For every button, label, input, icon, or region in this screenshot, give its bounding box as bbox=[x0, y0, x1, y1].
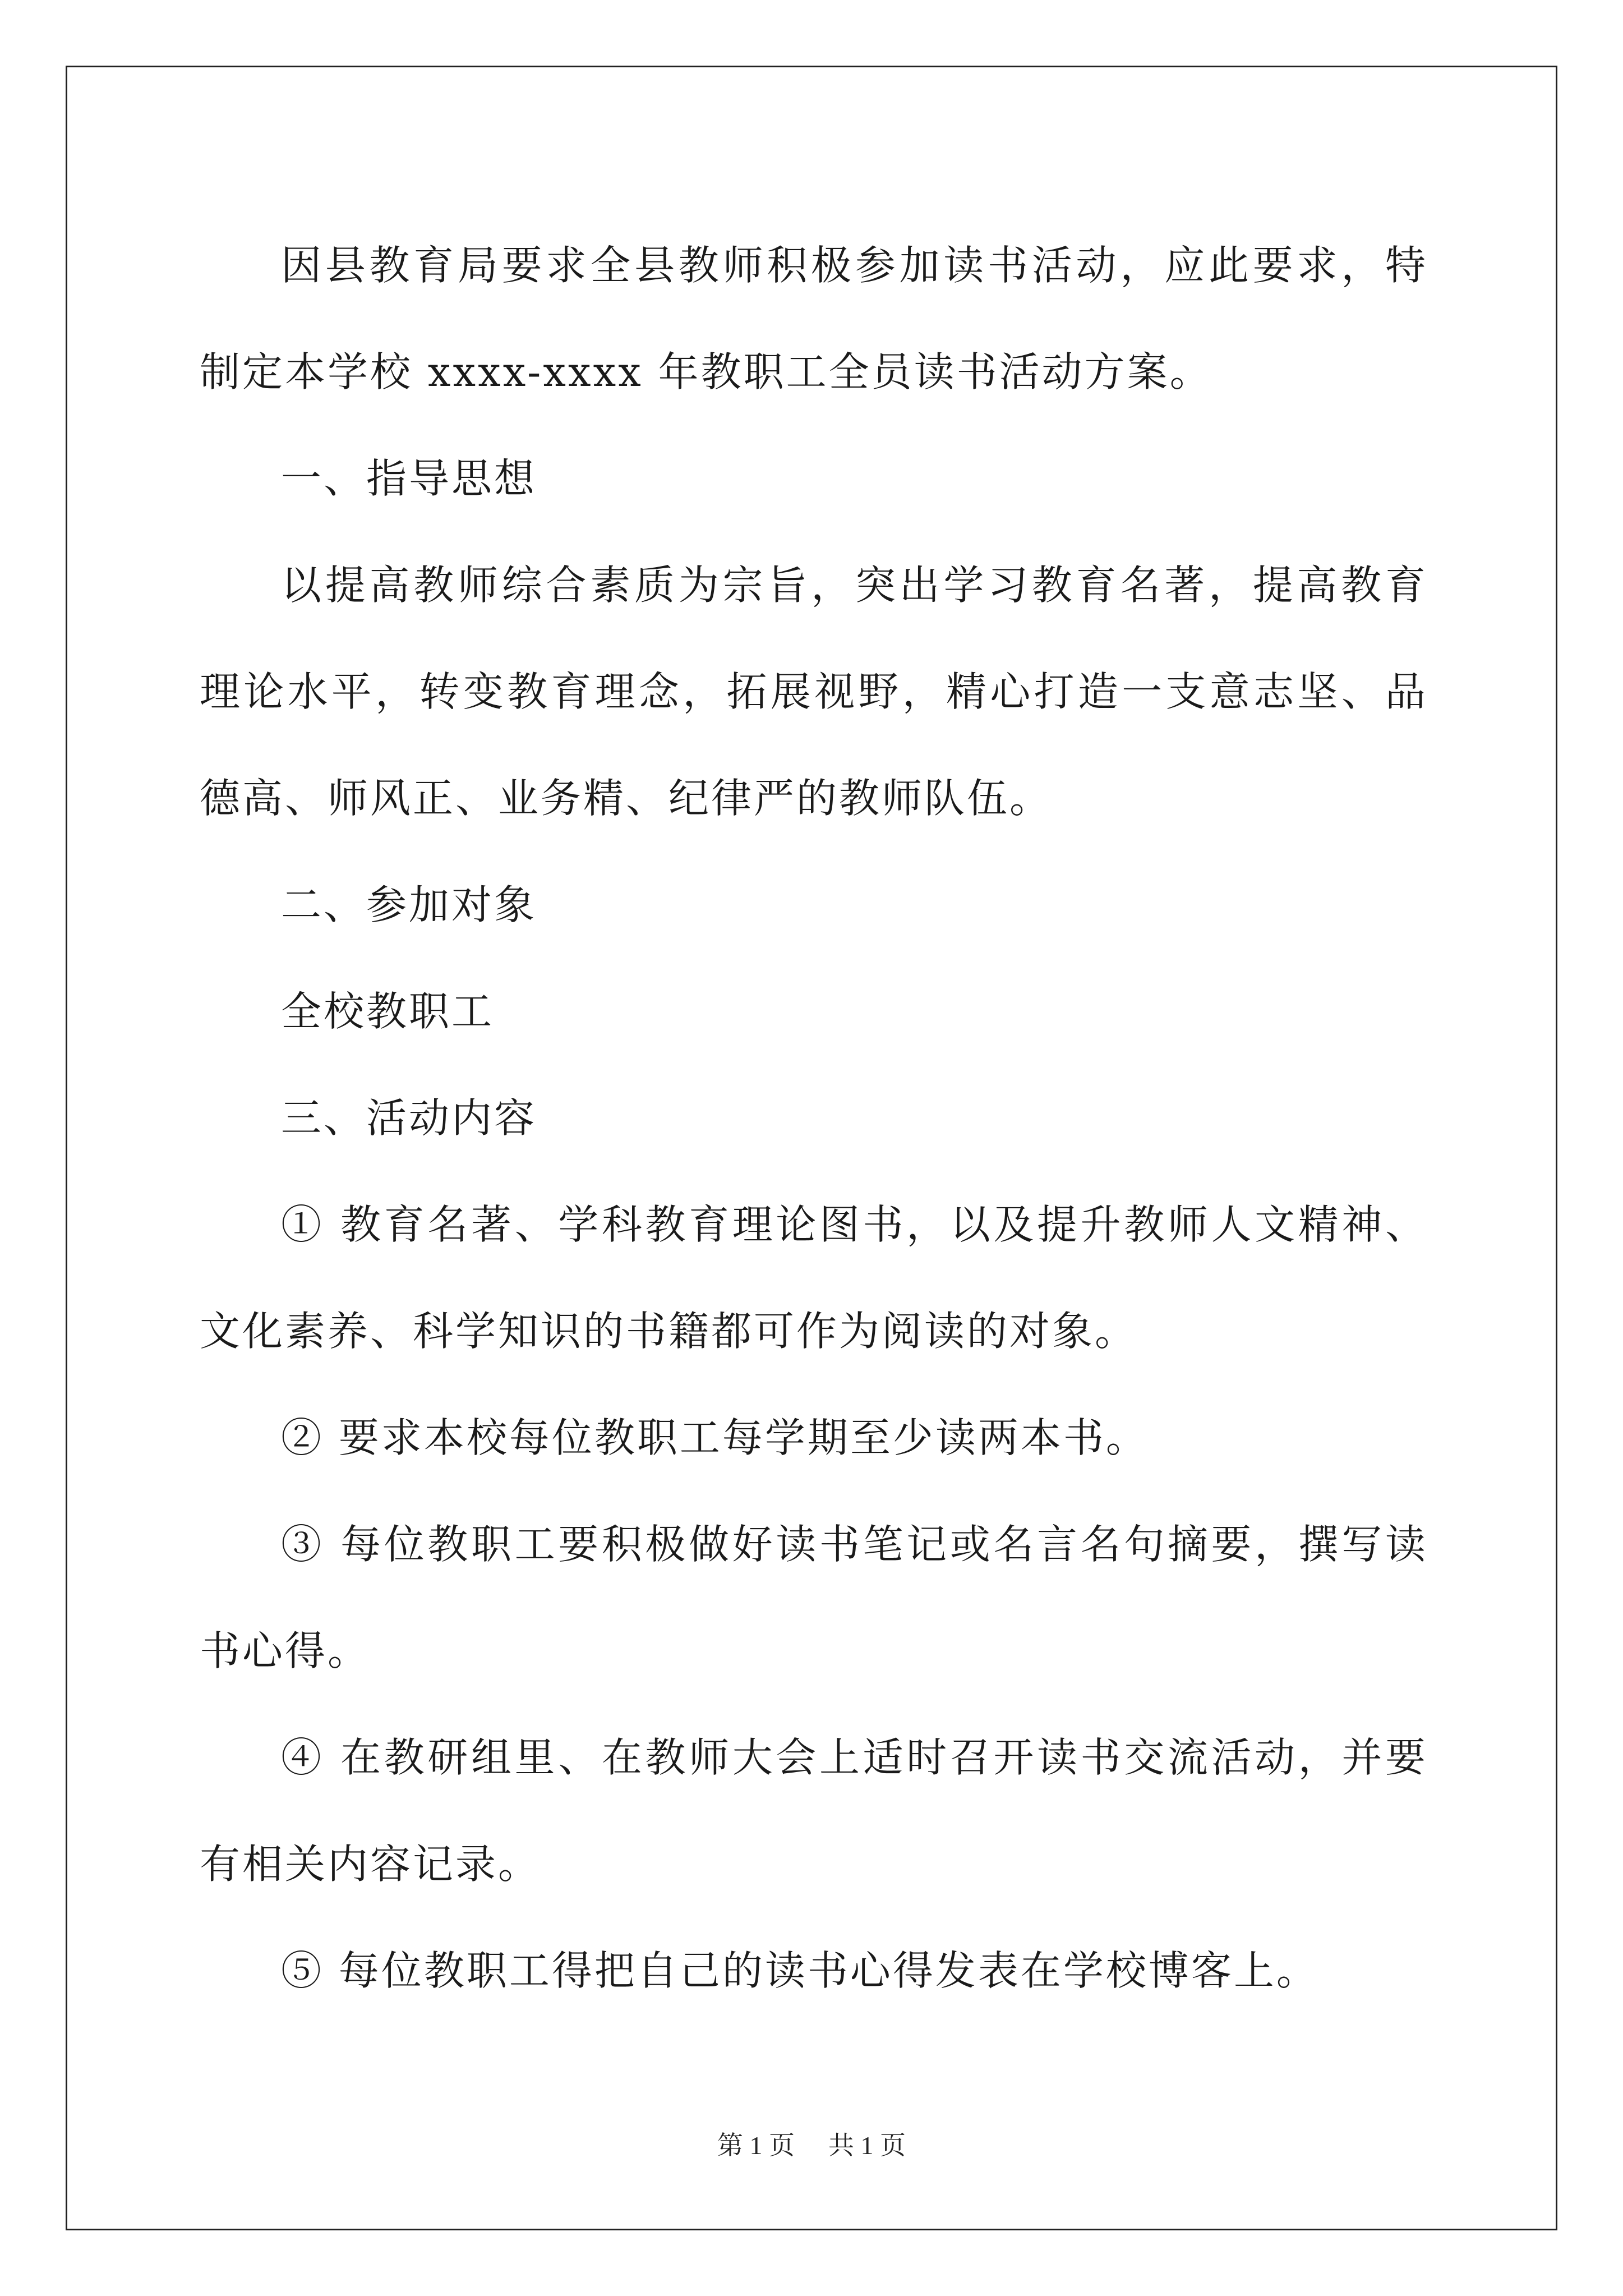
paragraph-participants: 全校教职工 bbox=[281, 988, 495, 1035]
page-footer bbox=[0, 2129, 1623, 2162]
list-item-2: ② 要求本校每位教职工每学期至少读两本书。 bbox=[281, 1414, 1149, 1461]
paragraph-intro: 因县教育局要求全县教师积极参加读书活动，应此要求，特制定本学校 xxxx-xxxx 年教职工全员读书活动方案。 bbox=[200, 242, 1428, 395]
document-body bbox=[200, 212, 1428, 2024]
list-item-1: ① 教育名著、学科教育理论图书，以及提升教师人文精神、文化素养、科学知识的书籍都可作为阅读的对象。 bbox=[200, 1201, 1428, 1355]
list-item-3: ③ 每位教职工要积极做好读书笔记或名言名句摘要，撰写读书心得。 bbox=[200, 1521, 1428, 1674]
page-number: 第 1 页 bbox=[717, 2131, 795, 2160]
paragraph-guiding-ideology: 以提高教师综合素质为宗旨，突出学习教育名著，提高教育理论水平，转变教育理念，拓展视野，精心打造一支意志坚、品德高、师风正、业务精、纪律严的教师队伍。 bbox=[200, 562, 1428, 822]
heading-activity-content: 三、活动内容 bbox=[281, 1094, 537, 1142]
page-total: 共 1 页 bbox=[828, 2131, 906, 2160]
heading-guiding-ideology: 一、指导思想 bbox=[281, 455, 537, 502]
heading-participants: 二、参加对象 bbox=[281, 881, 537, 928]
list-item-4: ④ 在教研组里、在教师大会上适时召开读书交流活动，并要有相关内容记录。 bbox=[200, 1734, 1428, 1888]
list-item-5: ⑤ 每位教职工得把自己的读书心得发表在学校博客上。 bbox=[281, 1947, 1319, 1994]
